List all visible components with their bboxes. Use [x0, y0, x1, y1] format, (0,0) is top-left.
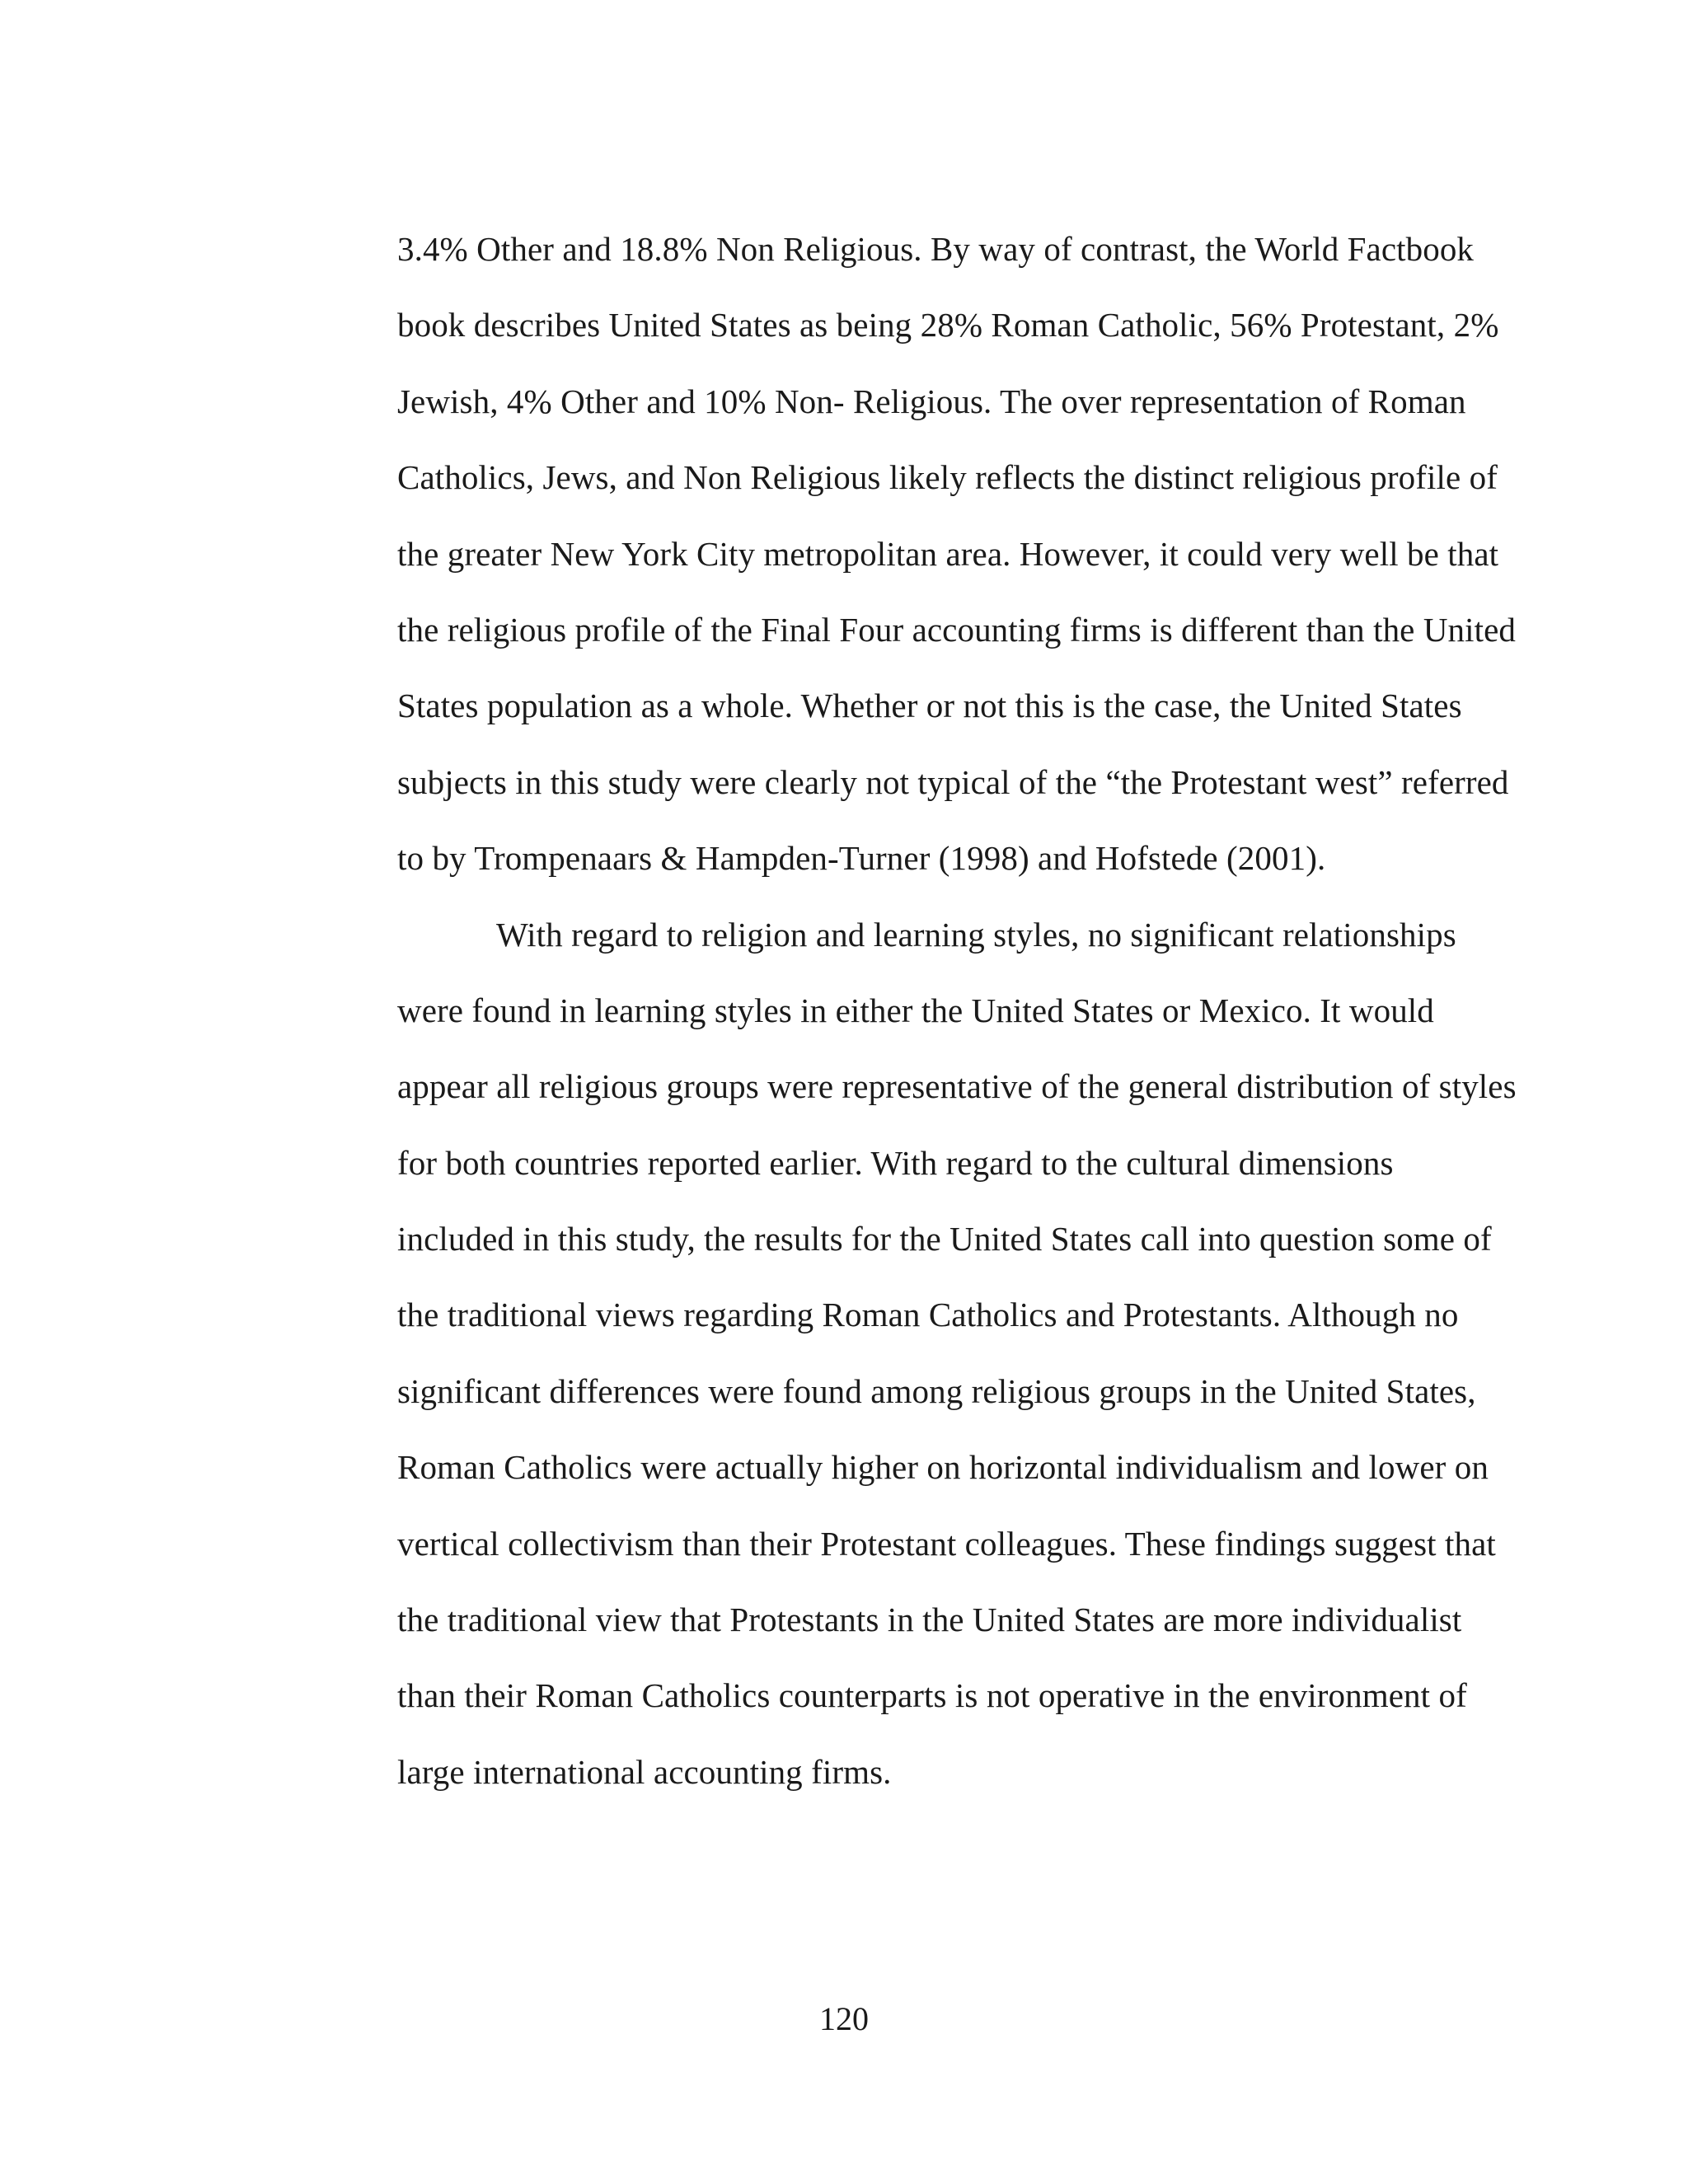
text-line: appear all religious groups were representative of the general distribution of styles [397, 1067, 1517, 1106]
text-line: for both countries reported earlier. With regard to the cultural dimensions [397, 1143, 1394, 1182]
text-line: Roman Catholics were actually higher on horizontal individualism and lower on [397, 1448, 1489, 1487]
text-line: subjects in this study were clearly not typical of the “the Protestant west” referred [397, 762, 1509, 801]
page-number: 120 [819, 2000, 869, 2037]
text-line: States population as a whole. Whether or not this is the case, the United States [397, 687, 1462, 725]
paragraph-2 [397, 897, 1517, 1811]
text-line: the traditional views regarding Roman Catholics and Protestants. Although no [397, 1296, 1459, 1334]
text-line: the traditional view that Protestants in the United States are more individualist [397, 1601, 1462, 1639]
text-line: to by Trompenaars & Hampden-Turner (1998) and Hofstede (2001). [397, 839, 1326, 878]
text-line: than their Roman Catholics counterparts is not operative in the environment of [397, 1676, 1467, 1715]
paragraph-1 [397, 211, 1517, 897]
text-line: large international accounting firms. [397, 1752, 892, 1791]
text-line: 3.4% Other and 18.8% Non Religious. By way of contrast, the World Factbook [397, 230, 1475, 268]
text-line: With regard to religion and learning styles, no significant relationships [496, 915, 1456, 954]
body-text [397, 211, 1517, 1810]
text-line: significant differences were found among religious groups in the United States, [397, 1371, 1476, 1410]
text-line: included in this study, the results for the United States call into question some of [397, 1220, 1492, 1258]
text-line: book describes United States as being 28% Roman Catholic, 56% Protestant, 2% [397, 306, 1499, 344]
text-line: were found in learning styles in either the United States or Mexico. It would [397, 991, 1434, 1029]
text-line: Jewish, 4% Other and 10% Non- Religious. The over representation of Roman [397, 382, 1466, 420]
text-line: vertical collectivism than their Protestant colleagues. These findings suggest that [397, 1524, 1496, 1563]
text-line: the religious profile of the Final Four accounting firms is different than the United [397, 610, 1517, 649]
text-line: Catholics, Jews, and Non Religious likely reflects the distinct religious profile of [397, 458, 1498, 497]
text-line: the greater New York City metropolitan area. However, it could very well be that [397, 534, 1499, 573]
